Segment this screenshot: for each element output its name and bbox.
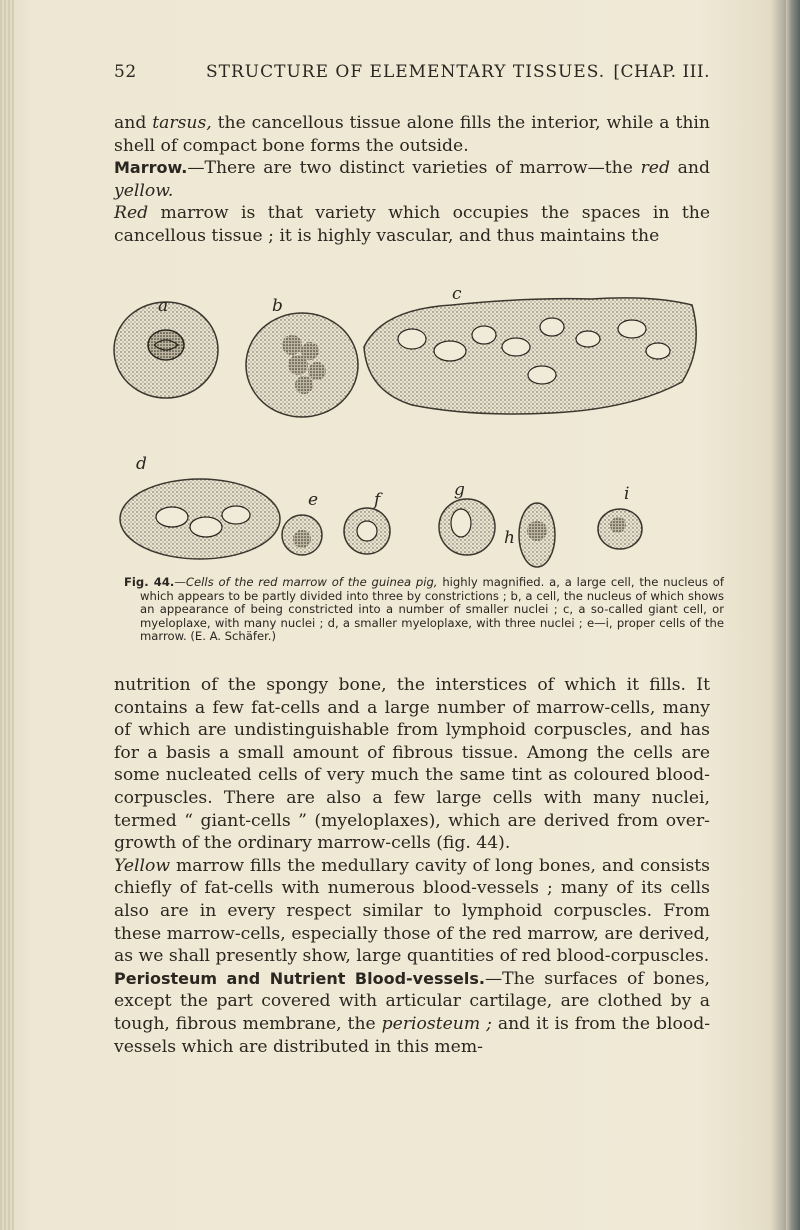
page-number: 52 <box>114 62 137 82</box>
label-f: f <box>374 490 381 510</box>
label-e: e <box>308 490 319 510</box>
label-h: h <box>504 528 515 548</box>
red-marrow-heading: Red <box>114 203 149 224</box>
label-b: b <box>272 296 283 316</box>
label-i: i <box>624 484 630 504</box>
figure-caption <box>124 576 724 644</box>
yellow-marrow-text: marrow fills the medullary cavity of long bones, and consists chiefly of fat-cells with numerous blood-vessels ; many of its cells also are in every respect similar to lymphoid corpuscles. From these marrow-cells, especially those of the red marrow, are derived, as we shall presently show, large quantities of red blood-corpuscles. <box>114 855 710 967</box>
marrow-text-1: —There are two distinct varieties of marrow—the <box>187 158 641 179</box>
paragraph-nutrition: nutrition of the spongy bone, the interstices of which it fills. It contains a few fat-cells and a large number of marrow-cells, many of which are undistinguishable from lymphoid corpuscles, and has for a basis a small amount of fibrous tissue. Among the cells are some nucleated cells of very much the same tint as coloured blood-corpuscles. There are also a few large cells with many nuclei, termed “ giant-cells ” (myeloplaxes), which are derived from over-growth of the ordinary marrow-cells (fig. 44). <box>114 675 710 854</box>
periosteum-text-1: —The surfaces of bones, except the part covered with articular cartilage, are clothed by a tough, fibrous membrane, the <box>114 968 710 1034</box>
marrow-text-2: and <box>669 158 710 179</box>
cell-c-giant <box>364 298 696 414</box>
cell-e <box>282 515 322 555</box>
figure-caption-title: —Cells of the red marrow of the guinea pig, <box>174 575 438 589</box>
periosteum-term: periosteum ; <box>381 1013 492 1034</box>
intro-italic: tarsus, <box>152 113 212 133</box>
cell-i <box>598 509 642 549</box>
figure-number: Fig. 44. <box>124 575 175 589</box>
marrow-red: red <box>640 158 670 179</box>
page-edge-shadow <box>786 0 800 1230</box>
label-a: a <box>158 296 169 316</box>
running-header <box>114 62 710 88</box>
intro-rest: the cancellous tissue alone fills the interior, while a thin shell of compact bone forms the outside. <box>114 113 710 156</box>
cell-d <box>120 479 280 559</box>
label-g: g <box>454 480 465 500</box>
main-text <box>114 674 710 1058</box>
cell-b <box>246 313 358 417</box>
red-marrow-text: marrow is that variety which occupies the spaces in the cancellous tissue ; it is highly vascular, and thus maintains the <box>114 203 710 246</box>
running-title: STRUCTURE OF ELEMENTARY TISSUES. <box>206 62 606 82</box>
figure-44-illustration <box>112 287 712 572</box>
cell-g <box>439 499 495 555</box>
periosteum-text-2: and it is from the blood-vessels which are distributed in this mem- <box>114 1013 711 1057</box>
marrow-heading: Marrow. <box>114 158 188 178</box>
marrow-yellow: yellow. <box>114 180 174 201</box>
periosteum-heading: Periosteum and Nutrient Blood-vessels. <box>114 968 485 988</box>
figure-caption-text: highly magnified. a, a large cell, the nucleus of which appears to be partly divided into three by constrictions ; b, a cell, the nucleus of which shows an appearance of being constricted into a number of smaller nuclei ; c, a so-called giant cell, or myeloplaxe, with many nuclei ; d, a smaller myeloplaxe, with three nuclei ; e—i, proper cells of the marrow. (E. A. Schäfer.) <box>140 575 724 644</box>
yellow-marrow-heading: Yellow <box>114 855 171 876</box>
marrow-cells-drawing <box>112 287 712 572</box>
cell-h <box>519 503 555 567</box>
intro-text: and <box>114 113 153 133</box>
chapter-label: [CHAP. III. <box>613 62 710 82</box>
intro-paragraph <box>114 112 710 248</box>
label-d: d <box>136 454 147 474</box>
cell-f <box>344 508 390 554</box>
label-c: c <box>452 287 462 304</box>
page-gutter <box>0 0 14 1230</box>
cell-a <box>114 302 218 398</box>
